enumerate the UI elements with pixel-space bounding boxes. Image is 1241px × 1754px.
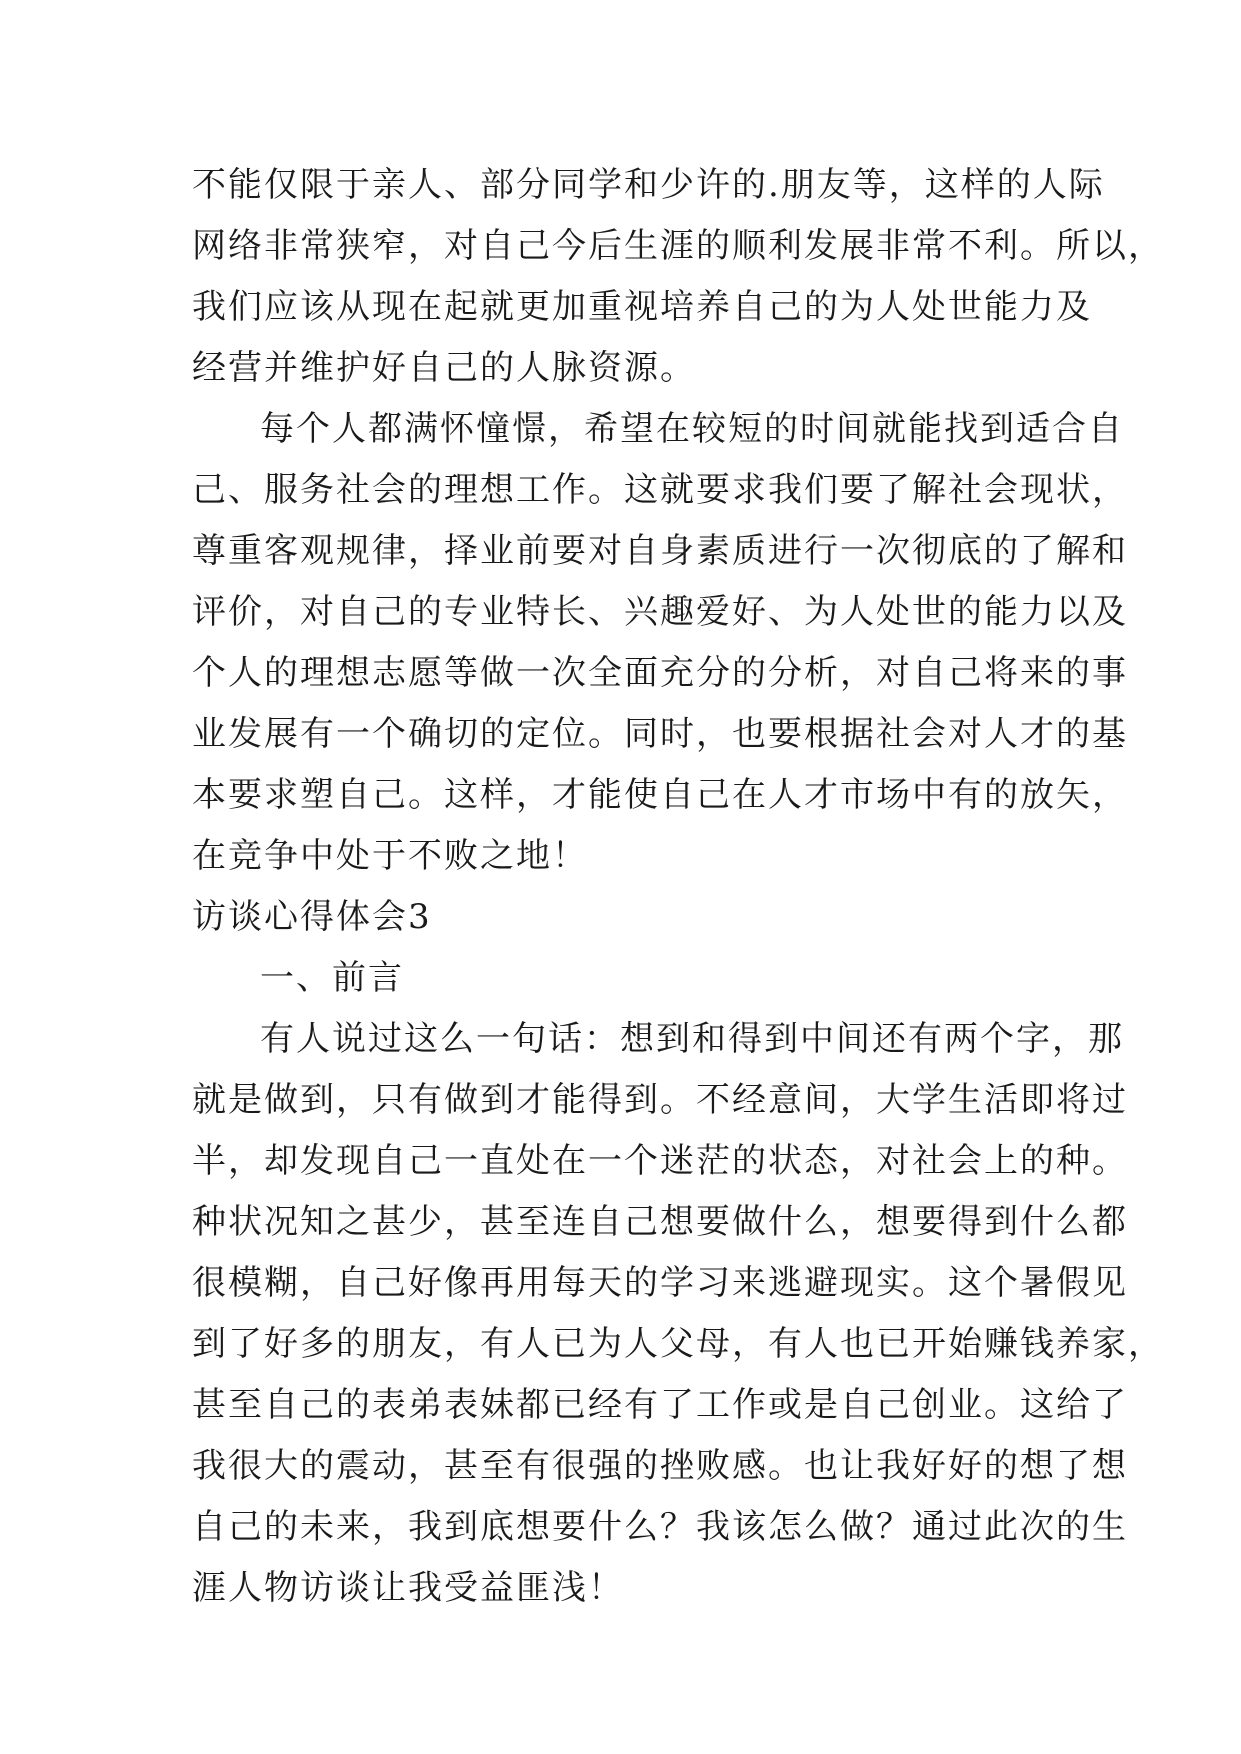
paragraph-preface-body [192,1009,1164,1619]
heading-line: 访谈心得体会3 [192,897,432,937]
subheading-line: 一、前言 [260,958,404,998]
text-line: 评价，对自己的专业特长、兴趣爱好、为人处世的能力以及 [192,592,1128,632]
text-line: 己、服务社会的理想工作。这就要求我们要了解社会现状， [192,470,1128,510]
text-line: 就是做到，只有做到才能得到。不经意间，大学生活即将过 [192,1080,1128,1120]
paragraph-social-network [192,155,1164,399]
section-heading [192,887,1072,948]
text-line: 很模糊，自己好像再用每天的学习来逃避现实。这个暑假见 [192,1263,1128,1303]
text-line: 本要求塑自己。这样，才能使自己在人才市场中有的放矢， [192,775,1128,815]
text-line: 到了好多的朋友，有人已为人父母，有人也已开始赚钱养家， [192,1324,1164,1364]
text-line: 每个人都满怀憧憬，希望在较短的时间就能找到适合自 [260,409,1124,449]
paragraph-career-positioning [192,399,1128,887]
text-line: 涯人物访谈让我受益匪浅！ [192,1568,624,1608]
text-line: 半，却发现自己一直处在一个迷茫的状态，对社会上的种。 [192,1141,1128,1181]
text-line: 不能仅限于亲人、部分同学和少许的.朋友等，这样的人际 [192,165,1105,205]
text-line: 网络非常狭窄，对自己今后生涯的顺利发展非常不利。所以， [192,226,1164,266]
document-body [192,155,1164,1619]
text-line: 种状况知之甚少，甚至连自己想要做什么，想要得到什么都 [192,1202,1128,1242]
text-line: 甚至自己的表弟表妹都已经有了工作或是自己创业。这给了 [192,1385,1128,1425]
text-line: 我们应该从现在起就更加重视培养自己的为人处世能力及 [192,287,1092,327]
text-line: 业发展有一个确切的定位。同时，也要根据社会对人才的基 [192,714,1128,754]
text-line: 尊重客观规律，择业前要对自身素质进行一次彻底的了解和 [192,531,1128,571]
text-line: 有人说过这么一句话：想到和得到中间还有两个字，那 [260,1019,1124,1059]
text-line: 在竞争中处于不败之地！ [192,836,588,876]
text-line: 自己的未来，我到底想要什么？我该怎么做？通过此次的生 [192,1507,1128,1547]
text-line: 个人的理想志愿等做一次全面充分的分析，对自己将来的事 [192,653,1128,693]
text-line: 经营并维护好自己的人脉资源。 [192,348,696,388]
subheading-preface [192,948,1072,1009]
text-line: 我很大的震动，甚至有很强的挫败感。也让我好好的想了想 [192,1446,1128,1486]
